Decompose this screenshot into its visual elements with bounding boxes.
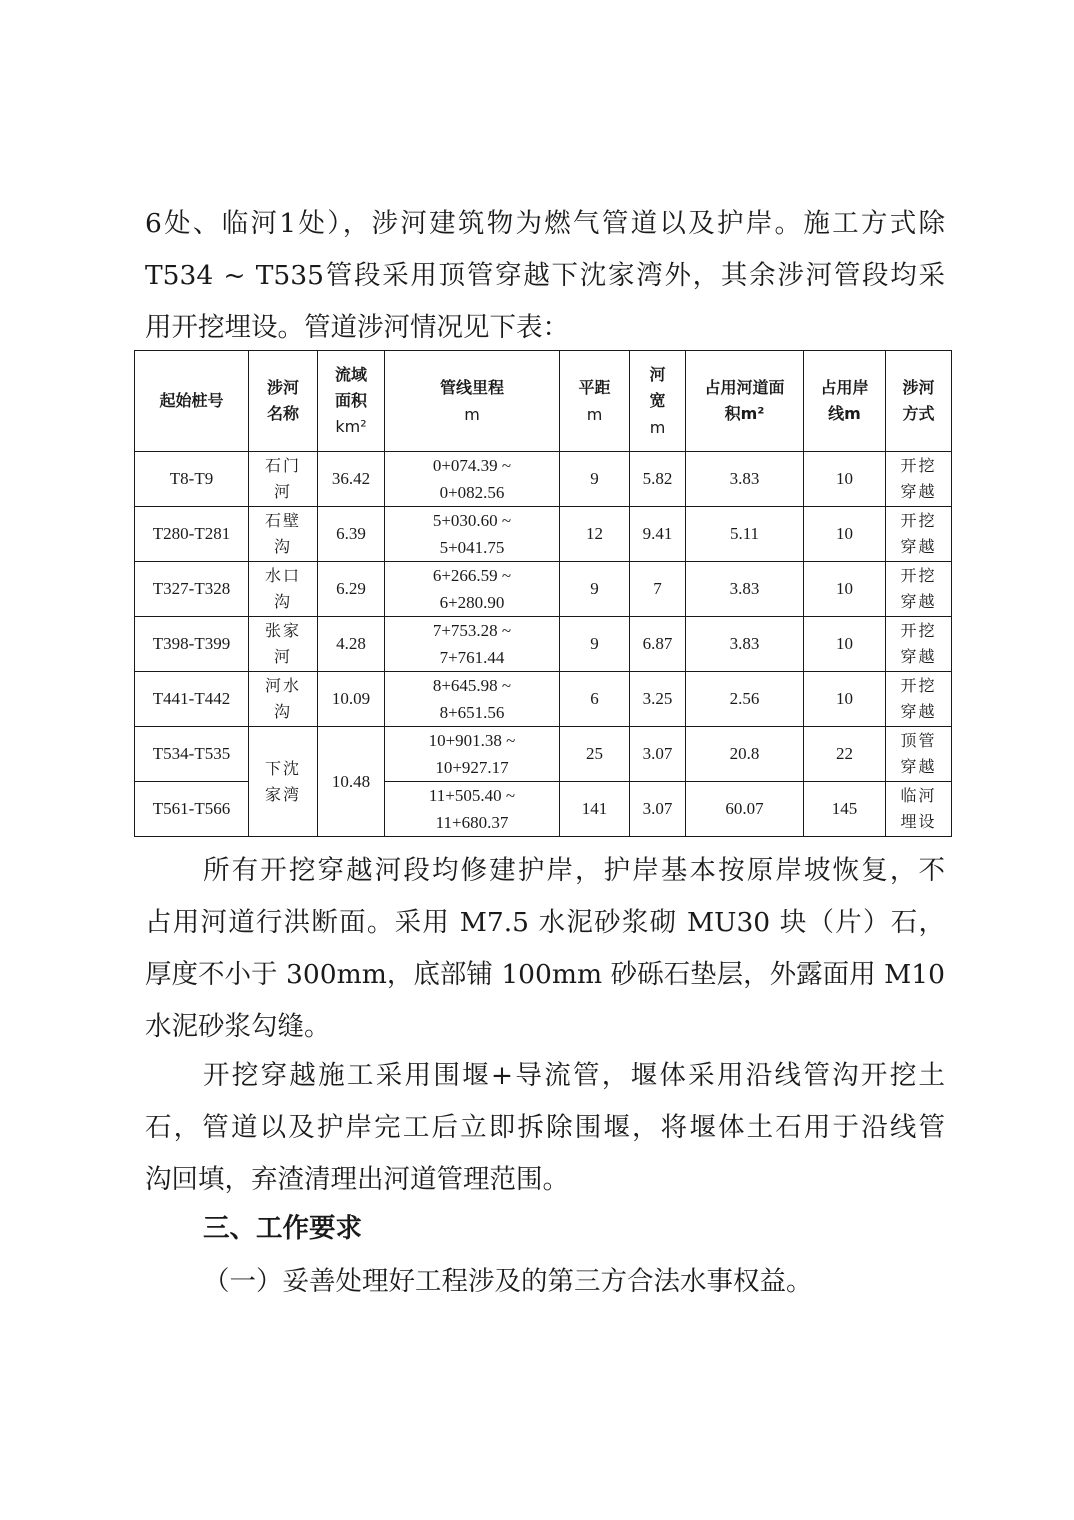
table-row [135,562,952,617]
cell-occupied: 60.07 [686,782,804,837]
table-row [135,727,952,782]
cell-river: 河水沟 [249,672,318,727]
cell-occupied: 5.11 [686,507,804,562]
paragraph-line: 石，管道以及护岸完工后立即拆除围堰，将堰体土石用于沿线管 [145,1112,945,1143]
cell-distance: 9 [560,562,630,617]
cell-method: 开挖穿越 [886,507,952,562]
cell-distance: 141 [560,782,630,837]
cell-area: 4.28 [318,617,385,672]
header-width: 河宽 m [630,351,686,452]
cell-width: 3.25 [630,672,686,727]
cell-occupied: 3.83 [686,617,804,672]
cell-distance: 25 [560,727,630,782]
cell-pile: T398-T399 [135,617,249,672]
paragraph-line: 厚度不小于 300mm，底部铺 100mm 砂砾石垫层，外露面用 M10 [145,959,945,990]
cell-mileage: 10+901.38 ~ 10+927.17 [385,727,560,782]
cell-occupied: 2.56 [686,672,804,727]
header-occupied-area: 占用河道面积m² [686,351,804,452]
section-heading: 三、工作要求 [203,1213,362,1244]
cell-river: 石门河 [249,452,318,507]
paragraph-line: 沟回填，弃渣清理出河道管理范围。 [145,1164,569,1195]
cell-pile: T8-T9 [135,452,249,507]
cell-pile: T327-T328 [135,562,249,617]
cell-width: 3.07 [630,782,686,837]
header-distance: 平距 m [560,351,630,452]
cell-shoreline: 10 [804,562,886,617]
cell-width: 5.82 [630,452,686,507]
header-method: 涉河方式 [886,351,952,452]
cell-pile: T441-T442 [135,672,249,727]
header-mileage: 管线里程 m [385,351,560,452]
paragraph-line: 开挖穿越施工采用围堰+导流管，堰体采用沿线管沟开挖土 [203,1060,945,1091]
cell-river: 石壁沟 [249,507,318,562]
cell-method: 开挖穿越 [886,452,952,507]
cell-area: 10.09 [318,672,385,727]
cell-shoreline: 10 [804,452,886,507]
cell-method: 开挖穿越 [886,562,952,617]
table-row [135,452,952,507]
cell-mileage: 5+030.60 ~ 5+041.75 [385,507,560,562]
table-row [135,617,952,672]
cell-occupied: 20.8 [686,727,804,782]
intro-line: T534 ~ T535管段采用顶管穿越下沈家湾外，其余涉河管段均采 [145,260,945,291]
intro-line: 用开挖埋设。管道涉河情况见下表： [145,312,569,343]
cell-width: 7 [630,562,686,617]
cell-area: 6.39 [318,507,385,562]
table-row [135,672,952,727]
cell-area: 10.48 [318,727,385,837]
cell-mileage: 8+645.98 ~ 8+651.56 [385,672,560,727]
cell-method: 临河埋设 [886,782,952,837]
cell-method: 开挖穿越 [886,672,952,727]
cell-shoreline: 10 [804,617,886,672]
header-basin-area: 流域面积 km² [318,351,385,452]
cell-shoreline: 22 [804,727,886,782]
cell-shoreline: 10 [804,507,886,562]
cell-distance: 12 [560,507,630,562]
paragraph-line: 水泥砂浆勾缝。 [145,1011,331,1042]
cell-area: 36.42 [318,452,385,507]
header-shoreline: 占用岸线m [804,351,886,452]
cell-occupied: 3.83 [686,452,804,507]
cell-width: 9.41 [630,507,686,562]
cell-distance: 9 [560,617,630,672]
cell-shoreline: 10 [804,672,886,727]
cell-distance: 6 [560,672,630,727]
requirement-item [203,1256,813,1308]
cell-occupied: 3.83 [686,562,804,617]
table-header-row [135,351,952,452]
cell-pile: T534-T535 [135,727,249,782]
intro-line: 6处、临河1处），涉河建筑物为燃气管道以及护岸。施工方式除 [145,208,945,239]
river-crossing-table [134,350,952,837]
cell-mileage: 6+266.59 ~ 6+280.90 [385,562,560,617]
revetment-paragraph [145,845,945,1053]
cell-river: 水口沟 [249,562,318,617]
cell-shoreline: 145 [804,782,886,837]
cell-area: 6.29 [318,562,385,617]
cell-river: 张家河 [249,617,318,672]
cell-mileage: 0+074.39 ~ 0+082.56 [385,452,560,507]
table-row [135,507,952,562]
cell-method: 顶管穿越 [886,727,952,782]
cell-distance: 9 [560,452,630,507]
intro-paragraph [145,198,945,354]
cell-method: 开挖穿越 [886,617,952,672]
paragraph-line: 占用河道行洪断面。采用 M7.5 水泥砂浆砌 MU30 块（片）石， [145,907,945,938]
cell-river: 下沈家湾 [249,727,318,837]
cell-pile: T280-T281 [135,507,249,562]
cell-mileage: 11+505.40 ~ 11+680.37 [385,782,560,837]
cell-pile: T561-T566 [135,782,249,837]
requirement-item-text: （一）妥善处理好工程涉及的第三方合法水事权益。 [203,1266,813,1297]
header-start-pile: 起始桩号 [135,351,249,452]
paragraph-line: 所有开挖穿越河段均修建护岸，护岸基本按原岸坡恢复，不 [203,855,945,886]
cell-mileage: 7+753.28 ~ 7+761.44 [385,617,560,672]
header-river-name: 涉河名称 [249,351,318,452]
cell-width: 6.87 [630,617,686,672]
cell-width: 3.07 [630,727,686,782]
cofferdam-paragraph [145,1050,945,1206]
